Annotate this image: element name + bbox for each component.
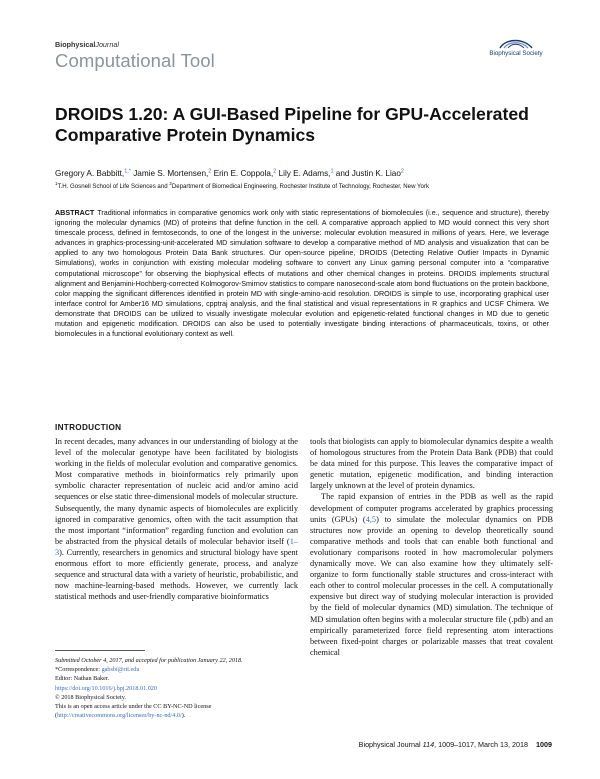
citation-link[interactable]: 1–3	[55, 536, 298, 557]
section-label: Computational Tool	[55, 50, 215, 71]
author: Jamie S. Mortensen,$^2$	[130, 168, 212, 178]
correspondence: *Correspondence: gabsbi@rit.edu	[55, 666, 140, 674]
footnote-divider	[55, 650, 145, 651]
society-logo-icon	[476, 36, 556, 50]
license-link[interactable]: http://creativecommons.org/licenses/by-nc-nd/4.0/	[57, 712, 182, 720]
author-list	[55, 168, 555, 178]
affiliations: $^1$T.H. Gosnell School of Life Sciences and $^2$Department of Biomedical Engineering, Rochester Institute of Technology, Rochester, New York	[55, 181, 430, 191]
author: Lily E. Adams,$^1$	[276, 168, 334, 178]
society-logo-text: Biophysical Society	[489, 50, 543, 57]
article-title: DROIDS 1.20: A GUI-Based Pipeline for GPU-Accelerated Comparative Protein Dynamics	[55, 104, 529, 145]
submission-note: Submitted October 4, 2017, and accepted for publication January 22, 2018.	[55, 657, 243, 664]
journal-brand: BiophysicalJournal	[55, 40, 119, 49]
copyright: © 2018 Biophysical Society.	[55, 693, 126, 701]
abstract-label: ABSTRACT	[55, 209, 95, 217]
paragraph: In recent decades, many advances in our understanding of biology at the level of the molecular genotype have been facilitated by biologists working in the fields of molecular evolution and comparative genomics. Most comparative methods in bioinformatics rely primarily upon symbolic character representation of nucleic acid and/or amino acid sequences or else static three-dimensional models of molecular structure. Subsequently, the many dynamic aspects of biomolecules are explicitly ignored in comparative genomics, often with the tacit assumption that the most important “information” regarding function and evolution can be abstracted from the physical details of molecular behavior itself (1–3). Currently, researchers in genomics and structural biology have spent enormous effort to more efficiently generate, process, and analyze sequence and structural data with a variety of heuristic, probabilistic, and now machine-learning-based methods. However, we currently lack statistical methods and user-friendly comparative bioinformatics	[55, 437, 298, 602]
society-logo	[476, 36, 556, 66]
author: Erin E. Coppola,$^2$	[211, 168, 277, 178]
page-number: 1009	[536, 740, 552, 749]
editor-note: Editor: Nathan Baker.	[55, 675, 110, 683]
paragraph: tools that biologists can apply to biomolecular dynamics despite a wealth of homologous structures from the Protein Data Bank (PDB) that could be data mined for this purpose. This leaves the comparative impact of genetic mutation, epigenetic modification, and binding interaction largely unknown at the level of protein dynamics.	[310, 437, 553, 491]
section-heading: INTRODUCTION	[55, 423, 122, 432]
doi-link[interactable]: https://doi.org/10.1016/j.bpj.2018.01.020	[55, 684, 157, 692]
citation-link[interactable]: 4,5	[365, 514, 377, 524]
body-column-right	[310, 436, 553, 658]
page-footer: Biophysical Journal 114, 1009–1017, March 13, 2018 1009	[358, 740, 552, 749]
author: Gregory A. Babbitt,$^{1,*}$	[55, 168, 131, 178]
footnotes	[55, 656, 300, 720]
license-note: This is an open access article under the CC BY-NC-ND license (http://creativecommons.org/licenses/by-nc-nd/4.0/).	[55, 703, 212, 720]
abstract	[55, 208, 549, 339]
body-column-left	[55, 436, 298, 602]
author: and Justin K. Liao$^2$	[333, 168, 404, 178]
paragraph: The rapid expansion of entries in the PDB as well as the rapid development of computer programs accelerated by graphics processing units (GPUs) (4,5) to simulate the molecular dynamics on PDB structures now provide an opening to develop theoretically sound comparative methods and tools that can enable both functional and evolutionary comparisons rooted in how macromolecular polymers dynamically move. We can also examine how they ultimately self-organize to form functionally stable structures and cross-interact with each other to control molecular processes in the cell. A computationally expensive but direct way of studying molecular interaction is provided by the field of molecular dynamics (MD) simulation. The technique of MD simulation often begins with a molecular structure file (.pdb) and an empirically parameterized force field representing atom interactions between fixed-point charges or polarizable masses that treat covalent chemical	[310, 492, 554, 657]
correspondence-email-link[interactable]: gabsbi@rit.edu	[101, 666, 140, 674]
abstract-text: Traditional informatics in comparative genomics work only with static representations of biomolecules (i.e., sequence and structure), thereby ignoring the molecular dynamics (MD) of proteins that define function in the cell. A comparative approach applied to MD would connect this very short timescale process, defined in femtoseconds, to one of the longest in the universe: molecular evolution measured in millions of years. Here, we leverage advances in graphics-processing-unit-accelerated MD simulation software to develop a comparative method of MD analysis and visualization that can be applied to any two homologous Protein Data Bank structures. Our open-source pipeline, DROIDS (Detecting Relative Outlier Impacts in Dynamic Simulations), works in conjunction with existing molecular modeling software to convert any Linux gaming personal computer into a “comparative computational microscope” for observing the biophysical effects of mutations and other chemical changes in proteins. DROIDS implements structural alignment and Benjamini-Hochberg-corrected Kolmogorov-Smirnov statistics to compare nanosecond-scale atom bond fluctuations on the protein backbone, color mapping the significant differences identified in protein MD with single-amino-acid resolution. DROIDS is simple to use, incorporating graphical user interface control for Amber16 MD simulations, cpptraj analysis, and the final statistical and visual representations in R graphics and UCSF Chimera. We demonstrate that DROIDS can be utilized to visually investigate molecular evolution and epigenetic-related functional changes in MD due to genetic mutation and epigenetic modification. DROIDS can also be used to potentially investigate binding interactions of pharmaceuticals, toxins, or other biomolecules in a functional evolutionary context as well.	[55, 209, 549, 339]
